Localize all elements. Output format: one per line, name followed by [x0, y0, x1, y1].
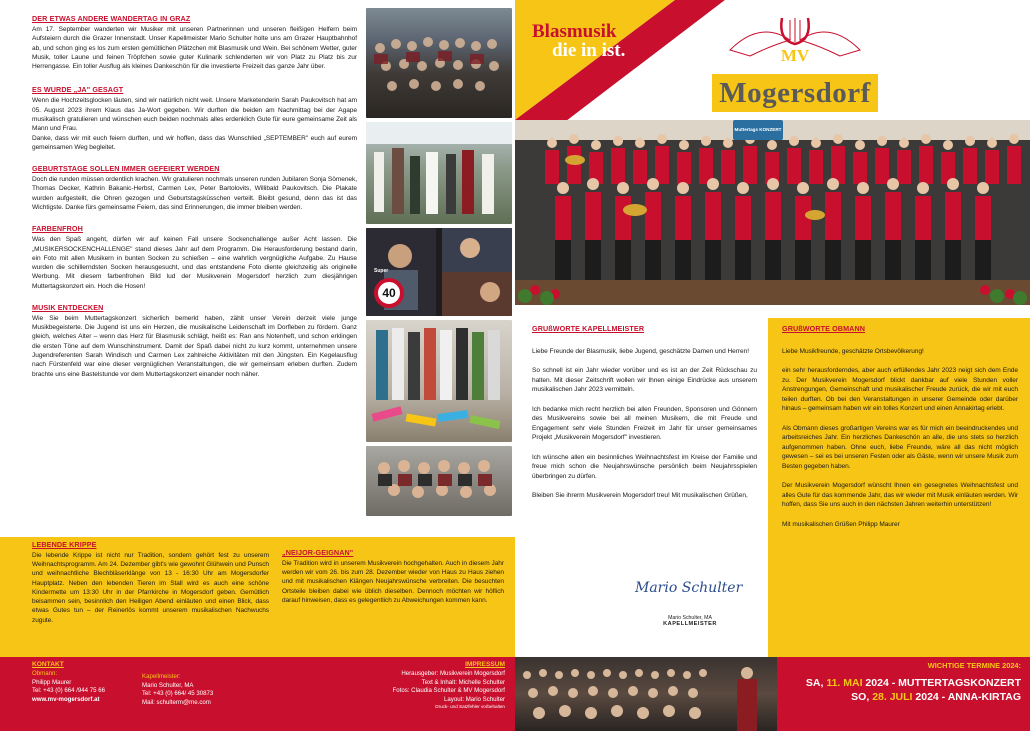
kapell-p2: So schnell ist ein Jahr wieder vorüber und es ist an der Zeit Rückschau zu halten. Mit dieser Zeitschrift wollen wir Ihnen einige Eindrücke aus unserem musikalischen Jahr 2023 vermitteln.	[532, 367, 757, 394]
section-text: Wenn die Hochzeitsglocken läuten, sind wir natürlich nicht weit. Unsere Marketenderin Sarah Paukovitsch hat am 05. August 2023 ihrem Klaus das Ja-Wort gegeben. Wir durften die beiden am Nachmittag bei der Agape musikalisch gratulieren und wünschen euch beiden nochmals alles erdenklich Gute für eure gemeinsame Zeit als Mann und Frau.	[32, 97, 357, 133]
section-title: ES WURDE „JA" GESAGT	[32, 85, 124, 95]
date-date: 11. MAI	[826, 677, 863, 689]
dates-title: WICHTIGE TERMINE 2024:	[927, 661, 1021, 670]
kapell-label: Kapellmeister:	[142, 673, 181, 680]
birthday-sign	[374, 278, 404, 308]
section-text: Wie Sie beim Muttertagskonzert sicherlich bemerkt haben, zählt unser Verein derzeit viele junge Musikbegeisterte. Die Jugend ist uns ein Herzen, die musikalische Leidenschaft im Dorfleben zu fördern. Ganz gleich, welches Alter – wenn das Herz für Blasmusik schlägt, heißt es: Ran ans Notenheft, und schon erklingen die ersten Töne auf dem Wunschinstrument. Damit der Spaß dabei nicht zu kurz kommt, unternehmen unsere Jugendreferenten Sarah Windisch und Carmen Lex zahlreiche Aktivitäten mit den Jüngsten. Ein Kegelausflug nach Fürstenfeld war eine dieser vergnüglichen Veranstaltungen, die wir gemeinsam erleben durften. Zudem brachte uns eine Bastelstunde vor dem Muttertagskonzert einander noch näher.	[32, 314, 357, 378]
photo-hochzeit	[366, 122, 512, 224]
date-event: 2024 - MUTTERTAGSKONZERT	[865, 677, 1021, 689]
section-farbenfroh	[32, 224, 357, 291]
section-geburtstage	[32, 164, 357, 212]
sig-role: KAPELLMEISTER	[663, 621, 717, 627]
impressum-line: Herausgeber: Musikverein Mogersdorf	[401, 670, 505, 677]
banner-text: Muttertags KONZERT	[734, 127, 782, 133]
kontakt-title: KONTAKT	[32, 661, 64, 668]
section-text: Danke, dass wir mit euch feiern durften, und wir hoffen, dass das Wunschlied „SEPTEMBER" euch auf eurem gemeinsamen Weg begleitet.	[32, 134, 357, 151]
obmann-p2: ein sehr herausforderndes, aber auch erfüllendes Jahr 2023 neigt sich dem Ende zu. Der Musikverein Mogersdorf blickt dankbar auf viele Stunden voller Anstrengungen, Gemeinschaft und musikalischer Freude zurück, die wir mit euch teilen durften. Ob bei den Veranstaltungen in unserer Gemeinde oder darüber hinaus – gemeinsam haben wir ein tolles Konzert und einen Annakirtag erlebt.	[782, 367, 1018, 413]
photo-geburtstage	[366, 228, 512, 316]
important-dates	[785, 661, 1021, 704]
footer-kontakt	[32, 661, 152, 704]
kapell-name: Mario Schulter, MA	[142, 681, 194, 689]
obmann-tel: Tel: +43 (0) 664 /944 75 66	[32, 687, 106, 695]
box-neijor-geignan	[282, 548, 504, 605]
impressum-line: Text & Inhalt: Michelle Schulter	[421, 678, 505, 686]
krippe-title: LEBENDE KRIPPE	[32, 540, 97, 549]
date-event: 2024 - ANNA-KIRTAG	[915, 691, 1021, 704]
section-hochzeit	[32, 85, 357, 152]
logo-mv: MV	[780, 46, 810, 65]
section-title: GEBURTSTAGE SOLLEN IMMER GEFEIERT WERDEN	[32, 164, 220, 174]
slogan	[532, 22, 625, 62]
sign-number: 40	[382, 286, 396, 300]
kapell-tel: Tel: +43 (0) 664/ 45 30873	[142, 690, 214, 698]
photo-audience	[515, 657, 777, 731]
kapell-p1: Liebe Freunde der Blasmusik, liebe Jugend, geschätzte Damen und Herren!	[532, 348, 749, 355]
obmann-label: Obmann:	[32, 670, 58, 677]
kapell-p4: Ich wünsche allen ein besinnliches Weihnachtsfest im Kreise der Familie und freue mich schon die Neujahrswünsche persönlich beim Neujahrsspielen überbringen zu dürfen.	[532, 453, 757, 480]
neijor-title: „NEIJOR-GEIGNAN"	[282, 548, 354, 557]
photo-jugend	[366, 446, 512, 516]
cover-header	[515, 0, 1030, 305]
sign-label: Super	[374, 268, 389, 274]
section-title: DER ETWAS ANDERE WANDERTAG IN GRAZ	[32, 14, 191, 23]
logo-mv-mogersdorf	[720, 10, 870, 120]
obmann-p1: Liebe Musikfreunde, geschätzte Ortsbevölkerung!	[782, 348, 924, 355]
kapell-p3: Ich bedanke mich recht herzlich bei allen Freunden, Sponsoren und Gönnern des Musikvereins sowie bei all meinen Musikern, die mit Freude und Engagement sehr viele Stunden Freizeit im Jahr für unser gemeinsames Projekt „Musikverein Mogersdorf" investieren.	[532, 405, 757, 442]
left-text-column	[32, 14, 357, 387]
box-lebende-krippe	[32, 540, 269, 625]
section-text: Am 17. September wanderten wir Musiker mit unseren Partnerinnen und unseren fleißigen Helfern beim Aufsteiern durch die Grazer Innenstadt. Unser Kapellmeister Mario Schulter holte uns am Grazer Hauptbahnhof ab, und schon ging es los zum ersten gemütlichen Plätzchen mit Blasmusik und Wein. Bei schönem Wetter, guter Musik, toller Laune und feinen Tröpfchen sowie guter Kulinarik schlenderten wir von Platz zu Platz bis zur Herrengasse. Ein toller Ausflug als kleines Dankeschön für die investierte Freizeit das ganze Jahr über.	[32, 26, 357, 71]
logo-name: Mogersdorf	[719, 76, 871, 109]
section-text: Doch die runden müssen ordentlich krachen. Wir gratulieren nochmals unseren runden Jubilaren Sonja Sömenek, Thomas Decker, Kathrin Bakanic-Herbst, Carmen Lex, Peter Bartolovits, Willibald Paukovitsch. Die Plakate wurden aufgestellt, die Ohren gezogen und Geburtstagsküsschen verteilt. Bleibt gesund, denn das ist das Wichtigste. Danke fürs gemeinsame Feiern, das sind Erinnerungen, die immer bleiben werden.	[32, 176, 357, 211]
footer-right	[515, 657, 1030, 731]
section-text: Was den Spaß angeht, dürfen wir auf keinen Fall unsere Sockenchallenge außer Acht lassen. Die „MUSIKERSOCKENCHALLENGE" stand dieses Jahr auf dem Programm. Die Herausforderung bestand darin, ein Foto mit allen Musikern in bunten Socken zu schießen – eine wahrlich vergnügliche Aufgabe. Zu Hause wurden die schillerndsten Socken herausgesucht, und das entstandene Foto diente gleichzeitig als originelle Werbung. Mit diesem farbenfrohen Bild lud der Musikverein Mogersdorf herzlich zum diesjährigen Muttertagskonzert ein. Hoch die Hosen!	[32, 236, 357, 290]
slogan-line1: Blasmusik	[532, 21, 617, 42]
slogan-line2: die in ist.	[552, 40, 626, 61]
section-title: MUSIK ENTDECKEN	[32, 302, 104, 312]
obmann-p5: Mit musikalischen Grüßen Philipp Maurer	[782, 520, 900, 528]
signature: Mario Schulter	[635, 580, 743, 596]
photo-column	[366, 8, 512, 520]
concert-banner	[733, 120, 783, 140]
neijor-text: Die Tradition wird in unserem Musikverein hochgehalten. Auch in diesem Jahr werden wir vom 26. bis zum 28. Dezember wieder von Haus zu Haus ziehen und mit musikalischen Klängen Neujahrswünsche verbreiten. Die besuchten Ortsteile bleiben dabei wie üblich dieselben. Dennoch möchten wir höflich darauf hinweisen, dass es gelegentlich zu Abweichungen kommen kann.	[282, 560, 504, 604]
section-wandertag	[32, 14, 357, 71]
obmann-title: GRUßWORTE OBMANN	[782, 324, 866, 333]
impressum-title: IMPRESSUM	[465, 661, 505, 668]
krippe-text: Die lebende Krippe ist nicht nur Tradition, sondern gehört fest zu unserem Weihnachtsprogramm. Am 24. Dezember gibt's wie gewohnt Glühwein und Punsch und weihnachtliche Blechbläserklänge von 13 - 16:30 Uhr am Mogersdorfer Hauptplatz. Neben den lebenden Tieren im Stall wird es auch eine schöne Kindermette um 13:30 Uhr in der Pfarrkirche in Mogersdorf geben. Gemütlich beisammen sein, besinnlich den Heiligen Abend einläuten und einen Blick, dass etwas Gutes tun – der Reinerlös kommt unserem musikalischen Nachwuchs zugute.	[32, 552, 269, 624]
grussworte-obmann	[768, 318, 1030, 657]
section-title: FARBENFROH	[32, 224, 83, 234]
footer-impressum	[340, 661, 505, 710]
kapell-title: GRUßWORTE KAPELLMEISTER	[532, 324, 645, 333]
impressum-line: Layout: Mario Schulter	[444, 695, 505, 703]
footer-kapellmeister	[142, 673, 272, 707]
sig-name: Mario Schulter, MA	[668, 615, 712, 621]
date-date: 28. JULI	[872, 691, 913, 704]
signature-caption	[635, 615, 745, 627]
website-link[interactable]: www.mv-mogersdorf.at	[32, 695, 100, 703]
obmann-text-block	[782, 324, 1018, 529]
date-row	[785, 690, 1021, 704]
photo-wandertag	[366, 8, 512, 118]
logo-nameplate	[710, 72, 880, 114]
footer-left	[0, 657, 515, 731]
grussworte-kapellmeister	[515, 318, 765, 657]
kapell-text-block	[532, 324, 757, 501]
date-day: SO,	[851, 691, 870, 704]
date-day: SA,	[805, 677, 824, 689]
obmann-p3: Als Obmann dieses großartigen Vereins war es für mich ein beeindruckendes und arbeitsreiches Jahr. Ein herzliches Dankeschön an alle, die uns stets so herzlich aufgenommen haben. Ohne euch, liebe Freunde, wäre all das nicht möglich gewesen – sei es bei unseren Festen oder als Gäste, wenn wir unsere Musik zum Besten gegeben haben.	[782, 424, 1018, 470]
date-row	[785, 676, 1021, 690]
impressum-note: Druck- und Satzfehler vorbehalten	[435, 704, 505, 710]
section-musik-entdecken	[32, 303, 357, 379]
obmann-name: Philipp Maurer	[32, 678, 72, 686]
photo-sockenchallenge	[366, 320, 512, 442]
impressum-line: Fotos: Claudia Schulter & MV Mogersdorf	[392, 687, 505, 695]
kapell-p5: Bleiben Sie ihrerm Musikverein Mogersdorf treu! Mit musikalischen Grüßen,	[532, 492, 748, 500]
obmann-p4: Der Musikverein Mogersdorf wünscht Ihnen ein gesegnetes Weihnachtsfest und alles Gute für das kommende Jahr, das wir wieder mit Musik einläuten werden. Wir hoffen, dass Sie uns auch in den nächsten Jahren weiterhin unterstützen!	[782, 482, 1018, 509]
kapell-mail[interactable]: Mail: schulterm@me.com	[142, 698, 211, 706]
